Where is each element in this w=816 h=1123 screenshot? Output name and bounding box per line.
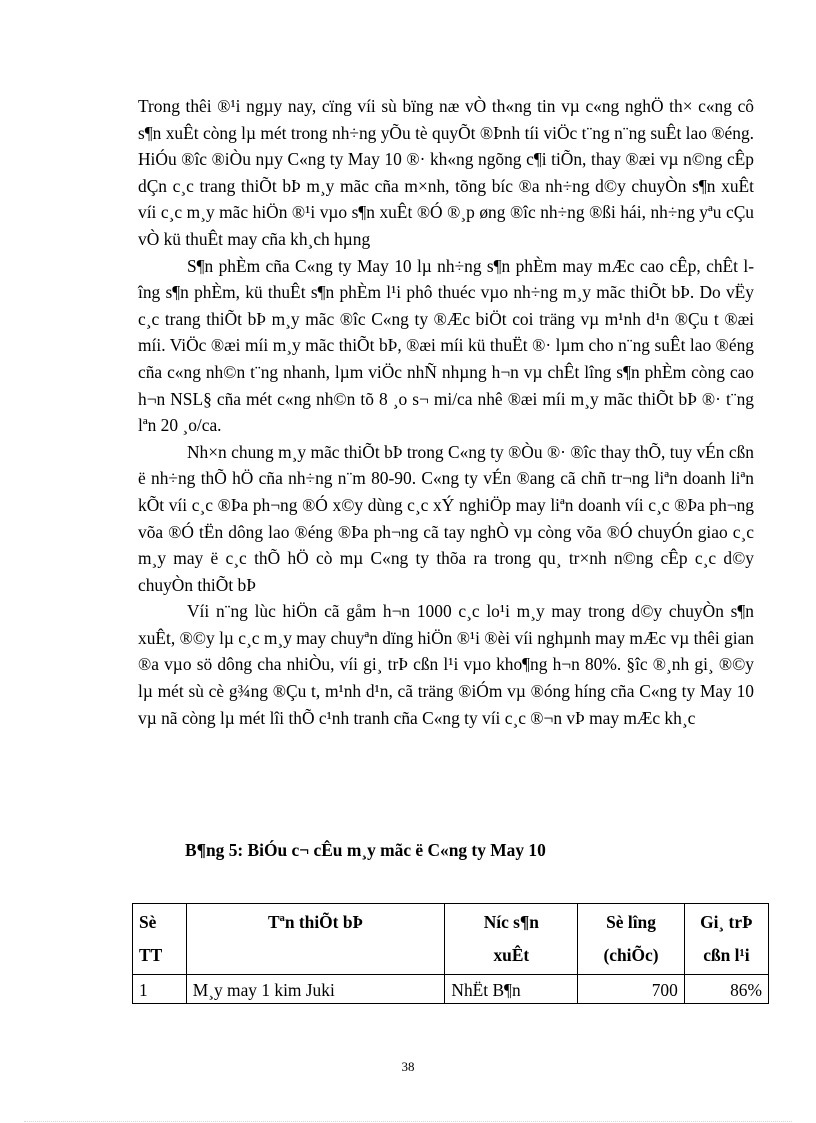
- paragraph-2: S¶n phÈm cña C«ng ty May 10 lµ nh÷ng s¶n phÈm may mÆc cao cÊp, chÊt lîng s¶n phÈm, kü thuÊt s¶n phÈm l¹i phô thuéc vµo nh÷ng m¸y mãc thiÕt bÞ. Do vËy c¸c trang thiÕt bÞ m¸y mãc ®îc C«ng ty ®Æc biÖt coi träng vµ m¹nh d¹n ®Çu t ®æi míi. ViÖc ®æi míi m¸y mãc thiÕt bÞ, ®æi míi kü thuËt ®· lµm cho n¨ng suÊt lao ®éng cña c«ng nh©n t¨ng nhanh, lµm viÖc nhÑ nhµng h¬n vµ chÊt lîng s¶n phÈm còng cao h¬n NSL§ cña mét c«ng nh©n tõ 8 ¸o s¬ mi/ca nhê ®æi míi m¸y mãc thiÕt bÞ ®· t¨ng lªn 20 ¸o/ca.: [138, 255, 754, 436]
- table-caption: B¶ng 5: BiÓu c¬ cÊu m¸y mãc ë C«ng ty May 10: [185, 840, 546, 860]
- header-stt: [133, 904, 187, 975]
- page-number: 38: [401, 1059, 415, 1074]
- header-name: [186, 904, 445, 975]
- header-value: [684, 904, 768, 975]
- table-row: [133, 975, 769, 1004]
- header-value-line1: Gi¸ trÞ: [700, 912, 753, 932]
- footer-divider: [24, 1121, 792, 1122]
- header-value-line2: cßn l¹i: [703, 945, 750, 965]
- cell-stt: 1: [133, 975, 187, 1004]
- cell-value: 86%: [684, 975, 768, 1004]
- header-stt-line1: Sè: [139, 912, 157, 932]
- header-quantity-line1: Sè lîng: [606, 912, 656, 932]
- header-name-label: Tªn thiÕt bÞ: [268, 912, 364, 932]
- paragraph-4: Víi n¨ng lùc hiÖn cã gåm h¬n 1000 c¸c lo¹i m¸y may trong d©y chuyÒn s¶n xuÊt, ®©y lµ c¸c m¸y may chuyªn dïng hiÖn ®¹i ®èi víi nghµnh may mÆc vµ thêi gian ®a vµo sö dông cha nhiÒu, víi gi¸ trÞ cßn l¹i vµo kho¶ng h¬n 80%. §îc ®¸nh gi¸ ®©y lµ mét sù cè g¾ng ®Çu t, m¹nh d¹n, cã träng ®iÓm vµ ®óng híng cña C«ng ty May 10 vµ nã còng lµ mét lîi thÕ c¹nh tranh cña C«ng ty víi c¸c ®¬n vÞ may mÆc kh¸c: [138, 601, 754, 728]
- cell-name: M¸y may 1 kim Juki: [186, 975, 445, 1004]
- paragraph-3: Nh×n chung m¸y mãc thiÕt bÞ trong C«ng ty ®Òu ®· ®îc thay thÕ, tuy vÉn cßn ë nh÷ng thÕ hÖ cña nh÷ng n¨m 80-90. C«ng ty vÉn ®ang cã chñ tr¬ng liªn doanh liªn kÕt víi c¸c ®Þa ph¬ng ®Ó x©y dùng c¸c xÝ nghiÖp may liªn doanh víi c¸c ®Þa ph¬ng võa ®Ó tËn dông lao ®éng ®Þa ph¬ng cã tay nghÒ vµ còng võa ®Ó chuyÓn giao c¸c m¸y may ë c¸c thÕ hÖ cò mµ C«ng ty thõa ra trong qu¸ tr×nh n©ng cÊp c¸c d©y chuyÒn thiÕt bÞ: [138, 441, 754, 595]
- header-stt-line2: TT: [139, 945, 163, 965]
- body-text: [138, 93, 754, 731]
- header-origin: [445, 904, 578, 975]
- equipment-table: [132, 903, 769, 1004]
- table-header-row: [133, 904, 769, 975]
- header-quantity: [578, 904, 685, 975]
- header-origin-line1: Níc s¶n: [483, 912, 539, 932]
- cell-quantity: 700: [578, 975, 685, 1004]
- header-origin-line2: xuÊt: [493, 945, 530, 965]
- paragraph-1: Trong thêi ®¹i ngµy nay, cïng víi sù bïng næ vÒ th«ng tin vµ c«ng nghÖ th× c«ng cô s¶n xuÊt còng lµ mét trong nh÷ng yÕu tè quyÕt ®Þnh tíi viÖc t¨ng n¨ng suÊt lao ®éng. HiÓu ®îc ®iÒu nµy C«ng ty May 10 ®· kh«ng ngõng c¶i tiÕn, thay ®æi vµ n©ng cÊp dÇn c¸c trang thiÕt bÞ m¸y mãc cña m×nh, tõng bíc ®a nh÷ng d©y chuyÒn s¶n xuÊt víi c¸c m¸y mãc hiÖn ®¹i vµo s¶n xuÊt ®Ó ®¸p øng ®îc nh÷ng ®ßi hái, nh÷ng yªu cÇu vÒ kü thuÊt may cña kh¸ch hµng: [138, 96, 754, 249]
- header-quantity-line2: (chiÕc): [603, 945, 659, 965]
- cell-origin: NhËt B¶n: [445, 975, 578, 1004]
